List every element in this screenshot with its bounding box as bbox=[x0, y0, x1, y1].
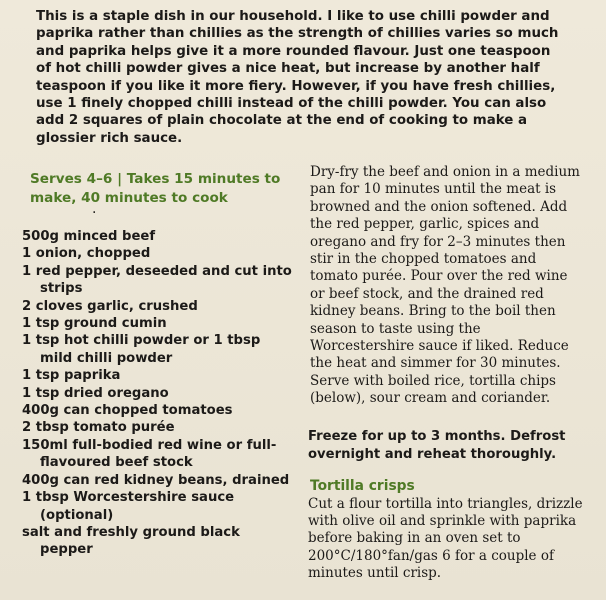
method-paragraph: Dry-fry the beef and onion in a medium pan for 10 minutes until the meat is browned and the onion softened. Add the red pepper, garlic, spices and oregano and fry for 2–3 minutes then stir in the chopped tomatoes and tomato purée. Pour over the red wine or beef stock, and the drained red kidney beans. Bring to the boil then season to taste using the Worcestershire sauce if liked. Reduce the heat and simmer for 30 minutes. Serve with boiled rice, tortilla chips (below), sour cream and coriander. bbox=[310, 164, 580, 407]
intro-paragraph: This is a staple dish in our household. I like to use chilli powder and paprika rather than chillies as the strength of chillies varies so much and paprika helps give it a more rounded flavour. Just one teaspoon of hot chilli powder gives a nice heat, but increase by another half teaspoon if you like it more fiery. However, if you have fresh chillies, use 1 finely chopped chilli instead of the chilli powder. You can also add 2 squares of plain chocolate at the end of cooking to make a glossier rich sauce. bbox=[36, 9, 559, 146]
tortilla-crisps-body: Cut a flour tortilla into triangles, drizzle with olive oil and sprinkle with paprika before baking in an oven set to 200°C/180°fan/gas 6 for a couple of minutes until crisp. bbox=[308, 496, 583, 581]
ingredient-item: 400g can chopped tomatoes bbox=[22, 403, 233, 419]
bullet-dot: · bbox=[92, 205, 97, 221]
ingredient-item: 2 tbsp tomato purée bbox=[22, 420, 175, 436]
ingredient-item: 1 tsp dried oregano bbox=[22, 385, 169, 401]
ingredient-list bbox=[22, 228, 292, 559]
tortilla-crisps-title: Tortilla crisps bbox=[310, 478, 415, 494]
ingredient-item: 1 tsp ground cumin bbox=[22, 316, 167, 332]
ingredient-item: 150ml full-bodied red wine or full-flavoured beef stock bbox=[22, 437, 277, 471]
ingredient-item: 1 tsp paprika bbox=[22, 368, 121, 384]
freeze-note: Freeze for up to 3 months. Defrost overnight and reheat thoroughly. bbox=[308, 429, 566, 462]
ingredient-item: 400g can red kidney beans, drained bbox=[22, 472, 290, 488]
ingredient-item: salt and freshly ground black pepper bbox=[22, 524, 240, 558]
ingredient-item: 1 tsp hot chilli powder or 1 tbsp mild chilli powder bbox=[22, 333, 261, 366]
ingredient-item: 1 onion, chopped bbox=[22, 246, 151, 262]
ingredient-item: 1 tbsp Worcestershire sauce (optional) bbox=[22, 490, 235, 523]
serves-info: Serves 4–6 | Takes 15 minutes to make, 40 minutes to cook bbox=[30, 171, 281, 206]
ingredient-item: 500g minced beef bbox=[22, 229, 156, 244]
ingredient-item: 2 cloves garlic, crushed bbox=[22, 298, 198, 314]
ingredient-item: 1 red pepper, deseeded and cut into strips bbox=[22, 263, 292, 297]
